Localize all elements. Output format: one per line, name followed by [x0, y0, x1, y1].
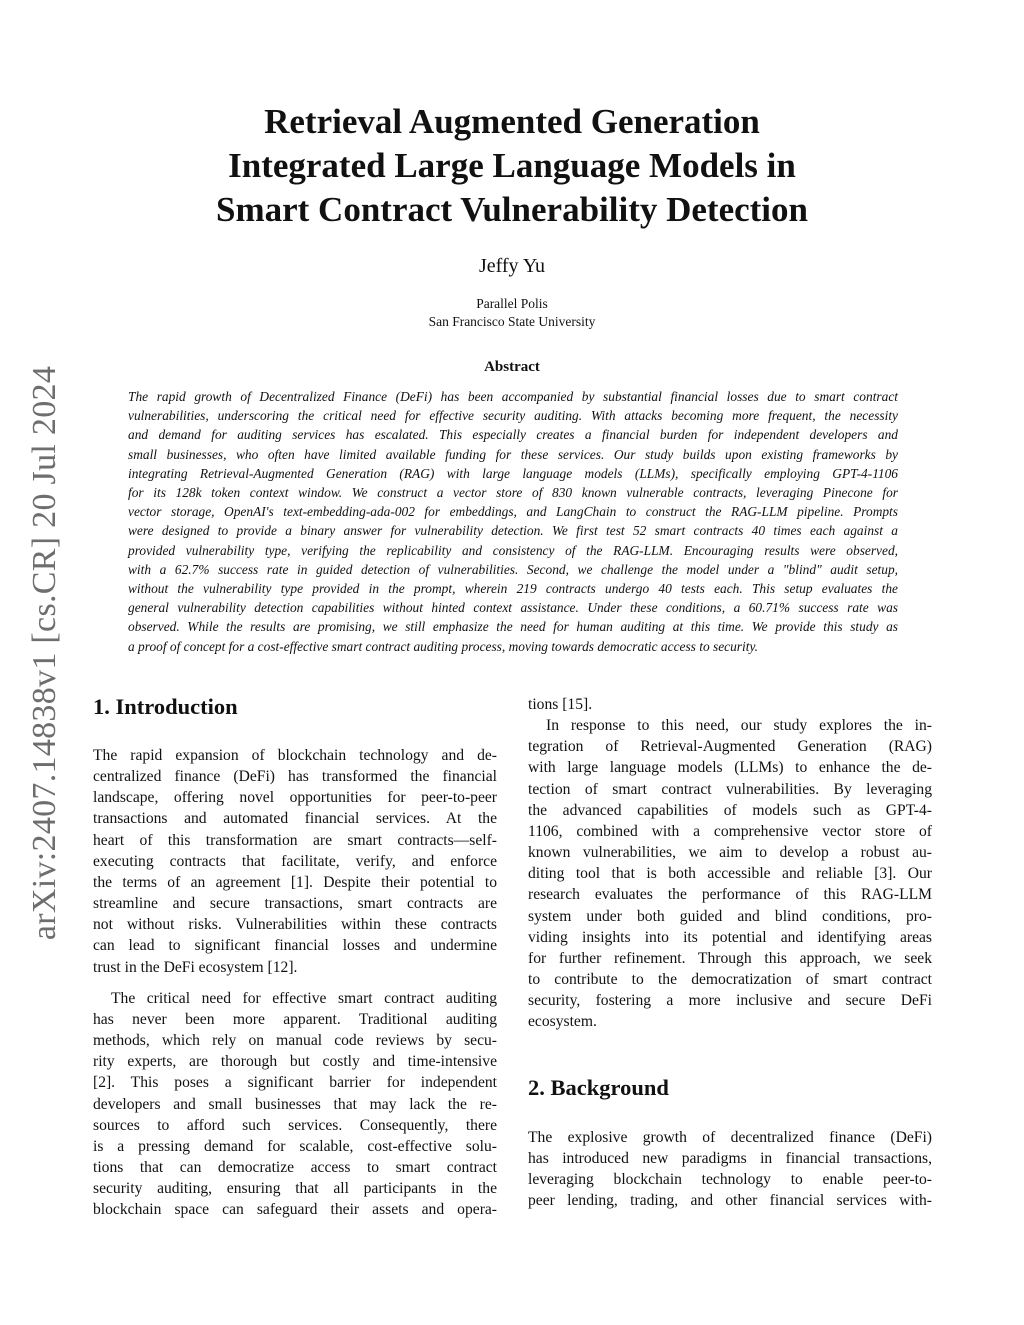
body-line: blockchain space can safeguard their assets and opera-: [93, 1201, 497, 1219]
continuation-line: tions [15].: [528, 696, 593, 713]
body-line: streamline and secure transactions, smart contracts are: [93, 895, 497, 913]
title-line: Integrated Large Language Models in: [228, 146, 796, 185]
body-line: ecosystem.: [528, 1013, 597, 1031]
section-heading-background: 2. Background: [528, 1075, 669, 1100]
abstract-line: The rapid growth of Decentralized Finance (DeFi) has been accompanied by substantial financial losses due to smart contract: [128, 389, 898, 404]
abstract-line: provided vulnerability type, verifying the replicability and consistency of the RAG-LLM. Encouraging results were observed,: [128, 542, 898, 558]
arxiv-stamp: [25, 365, 65, 940]
intro-paragraph-1: [93, 745, 497, 978]
abstract-text: [128, 387, 898, 656]
affiliations: [0, 295, 1024, 331]
background-paragraph: [528, 1127, 932, 1212]
body-line: for further refinement. Through this approach, we seek: [528, 949, 932, 967]
body-line: viding insights into its potential and identifying areas: [528, 928, 932, 946]
abstract-line: for its 128k token context window. We construct a vector store of 830 known vulnerable contracts, leveraging Pinecone for: [128, 485, 898, 501]
abstract-line: with a 62.7% success rate in guided detection of vulnerabilities. Second, we challenge the model under a "blind" audit setup,: [128, 561, 898, 577]
body-line: [2]. This poses a significant barrier for independent: [93, 1074, 497, 1092]
abstract-line: general vulnerability detection capabilities without hinted context assistance. Under these conditions, a 60.71% success rate was: [128, 600, 898, 616]
intro-paragraph-2: [93, 988, 497, 1221]
body-line: tegration of Retrieval-Augmented Generation (RAG): [528, 738, 932, 756]
body-line: diting tool that is both accessible and reliable [3]. Our: [528, 865, 932, 883]
body-line: The explosive growth of decentralized finance (DeFi): [528, 1129, 932, 1146]
body-line: with large language models (LLMs) to enhance the de-: [528, 759, 932, 777]
body-line: rity experts, are thorough but costly and time-intensive: [93, 1053, 497, 1071]
body-line: security auditing, ensuring that all participants in the: [93, 1180, 497, 1198]
abstract-line: small businesses, who often have limited available funding for these services. Our study builds upon existing frameworks by: [128, 446, 898, 462]
body-line: can lead to significant financial losses and undermine: [93, 937, 497, 955]
body-line: centralized finance (DeFi) has transformed the financial: [93, 768, 497, 786]
body-line: executing contracts that facilitate, verify, and enforce: [93, 852, 497, 870]
abstract-line: observed. While the results are promising, we still emphasize the need for human auditing at this time. We provide this study as: [128, 619, 898, 635]
abstract-line: a proof of concept for a cost-effective smart contract auditing process, moving towards democratic access to security.: [128, 638, 758, 654]
abstract-line: integrating Retrieval-Augmented Generation (RAG) with large language models (LLMs), specifically employing GPT-4-1106: [128, 465, 898, 481]
body-line: the terms of an agreement [1]. Despite their potential to: [93, 873, 497, 891]
affiliation-line: San Francisco State University: [428, 314, 596, 329]
section-heading-introduction: 1. Introduction: [93, 694, 238, 719]
body-line: landscape, offering novel opportunities for peer-to-peer: [93, 789, 497, 807]
body-line: to contribute to the democratization of smart contract: [528, 971, 932, 989]
body-line: heart of this transformation are smart contracts—self-: [93, 831, 497, 849]
paper-title: [150, 100, 874, 232]
abstract-line: and demand for auditing services has escalated. This especially creates a financial burden for independent developers and: [128, 427, 898, 443]
body-line: methods, which rely on manual code reviews by secu-: [93, 1032, 497, 1050]
affiliation-line: Parallel Polis: [476, 296, 548, 311]
abstract-line: without the vulnerability type provided in the prompt, wherein 219 contracts undergo 40 tests each. This setup evaluates the: [128, 581, 898, 597]
abstract-heading: Abstract: [484, 359, 540, 375]
body-line: tection of smart contract vulnerabilities. By leveraging: [528, 780, 932, 798]
body-line: the advanced capabilities of models such as GPT-4-: [528, 801, 932, 819]
author-name: Jeffy Yu: [478, 255, 546, 277]
body-line: 1106, combined with a comprehensive vector store of: [528, 822, 932, 840]
body-line: not without risks. Vulnerabilities within these contracts: [93, 916, 497, 934]
body-line: The critical need for effective smart contract auditing: [111, 989, 497, 1007]
body-line: transactions and automated financial services. At the: [93, 810, 497, 828]
body-line: leveraging blockchain technology to enable peer-to-: [528, 1171, 932, 1189]
body-line: sources to afford such services. Consequently, there: [93, 1116, 497, 1134]
right-column: [528, 694, 932, 1033]
body-line: system under both guided and blind conditions, pro-: [528, 907, 932, 925]
intro-paragraph-3: [528, 715, 932, 1032]
arxiv-stamp-text: arXiv:2407.14838v1 [cs.CR] 20 Jul 2024: [26, 365, 63, 940]
body-line: peer lending, trading, and other financial services with-: [528, 1192, 932, 1210]
title-line: Retrieval Augmented Generation: [264, 102, 760, 141]
body-line: trust in the DeFi ecosystem [12].: [93, 958, 298, 976]
body-line: security, fostering a more inclusive and secure DeFi: [528, 992, 932, 1010]
body-line: research evaluates the performance of this RAG-LLM: [528, 886, 932, 904]
body-line: known vulnerabilities, we aim to develop a robust au-: [528, 844, 932, 862]
body-line: The rapid expansion of blockchain technology and de-: [93, 747, 497, 764]
body-line: tions that can democratize access to smart contract: [93, 1158, 497, 1176]
body-line: developers and small businesses that may lack the re-: [93, 1095, 497, 1113]
body-line: is a pressing demand for scalable, cost-effective solu-: [93, 1137, 497, 1155]
body-line: has introduced new paradigms in financial transactions,: [528, 1150, 932, 1168]
body-line: has never been more apparent. Traditional auditing: [93, 1010, 497, 1028]
abstract-line: vector storage, OpenAI's text-embedding-ada-002 for embeddings, and LangChain to construct the RAG-LLM pipeline. Prompts: [128, 504, 898, 520]
title-line: Smart Contract Vulnerability Detection: [215, 190, 808, 229]
abstract-line: vulnerabilities, underscoring the critical need for effective security auditing. With attacks becoming more frequent, the necessity: [128, 408, 898, 424]
body-line: In response to this need, our study explores the in-: [546, 717, 932, 735]
abstract-line: were designed to provide a binary answer for vulnerability detection. We first test 52 smart contracts 40 times each against a: [128, 523, 898, 539]
left-column: [93, 745, 497, 1220]
